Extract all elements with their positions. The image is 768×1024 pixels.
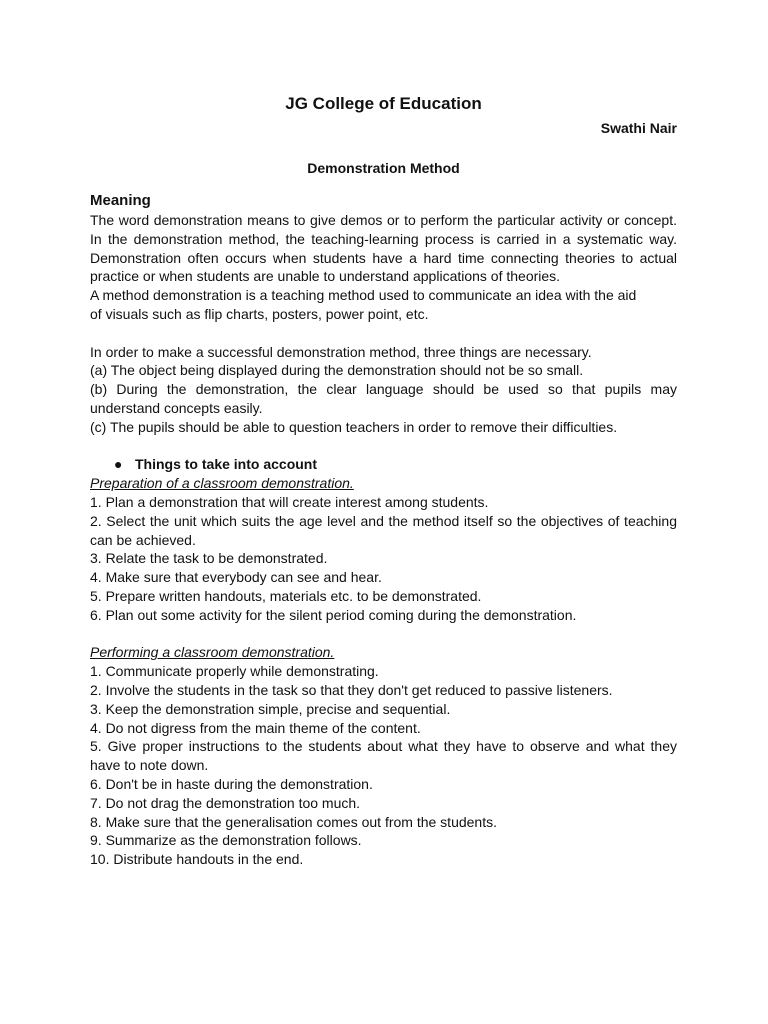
things-to-consider-bullet	[90, 455, 677, 474]
performing-item: 7. Do not drag the demonstration too much.	[90, 794, 361, 811]
document-title: Demonstration Method	[307, 160, 460, 176]
performing-item: 10. Distribute handouts in the end.	[90, 851, 304, 868]
preparation-item: 6. Plan out some activity for the silent period coming during the demonstration.	[90, 606, 577, 623]
document-page	[90, 92, 677, 869]
paragraph-spacer	[90, 437, 677, 456]
performing-item: 5. Give proper instructions to the students about what they have to observe and what they have to note down.	[90, 738, 677, 774]
preparation-item: 1. Plan a demonstration that will create interest among students.	[90, 493, 489, 510]
performing-item: 4. Do not digress from the main theme of the content.	[90, 719, 421, 736]
paragraph-spacer	[90, 625, 677, 644]
bullet-icon: ●	[114, 456, 123, 473]
things-to-consider-heading: Things to take into account	[135, 456, 318, 473]
preparation-item: 4. Make sure that everybody can see and hear.	[90, 569, 382, 586]
necessity-item: (a) The object being displayed during the demonstration should not be so small.	[90, 362, 584, 379]
preparation-item: 5. Prepare written handouts, materials etc. to be demonstrated.	[90, 587, 482, 604]
paragraph-spacer	[90, 324, 677, 343]
meaning-heading: Meaning	[90, 192, 151, 209]
performing-heading: Performing a classroom demonstration.	[90, 644, 335, 661]
performing-item: 3. Keep the demonstration simple, precise and sequential.	[90, 700, 451, 717]
preparation-item: 3. Relate the task to be demonstrated.	[90, 550, 328, 567]
meaning-paragraph: The word demonstration means to give demos or to perform the particular activity or concept. In the demonstration method, the teaching-learning process is carried in a systematic way. Demonstration often occurs when students have a hard time connecting theories to actual practice or when students are unable to understand applications of theories.	[90, 212, 677, 285]
necessity-item: (b) During the demonstration, the clear language should be used so that pupils may understand concepts easily.	[90, 381, 677, 416]
performing-item: 9. Summarize as the demonstration follows.	[90, 832, 362, 849]
necessities-intro: In order to make a successful demonstration method, three things are necessary.	[90, 343, 592, 360]
preparation-item: 2. Select the unit which suits the age level and the method itself so the objectives of teaching can be achieved.	[90, 512, 677, 548]
necessity-item: (c) The pupils should be able to question teachers in order to remove their difficulties.	[90, 418, 618, 435]
author-name: Swathi Nair	[600, 120, 677, 136]
performing-item: 2. Involve the students in the task so that they don't get reduced to passive listeners.	[90, 681, 613, 698]
meaning-paragraph-2-line-2: of visuals such as flip charts, posters, power point, etc.	[90, 305, 429, 322]
performing-item: 8. Make sure that the generalisation comes out from the students.	[90, 813, 497, 830]
preparation-heading: Preparation of a classroom demonstration.	[90, 475, 354, 492]
meaning-paragraph-2-line-1: A method demonstration is a teaching method used to communicate an idea with the aid	[90, 287, 637, 304]
performing-item: 6. Don't be in haste during the demonstration.	[90, 775, 373, 792]
performing-item: 1. Communicate properly while demonstrating.	[90, 663, 379, 680]
college-name: JG College of Education	[285, 94, 482, 113]
